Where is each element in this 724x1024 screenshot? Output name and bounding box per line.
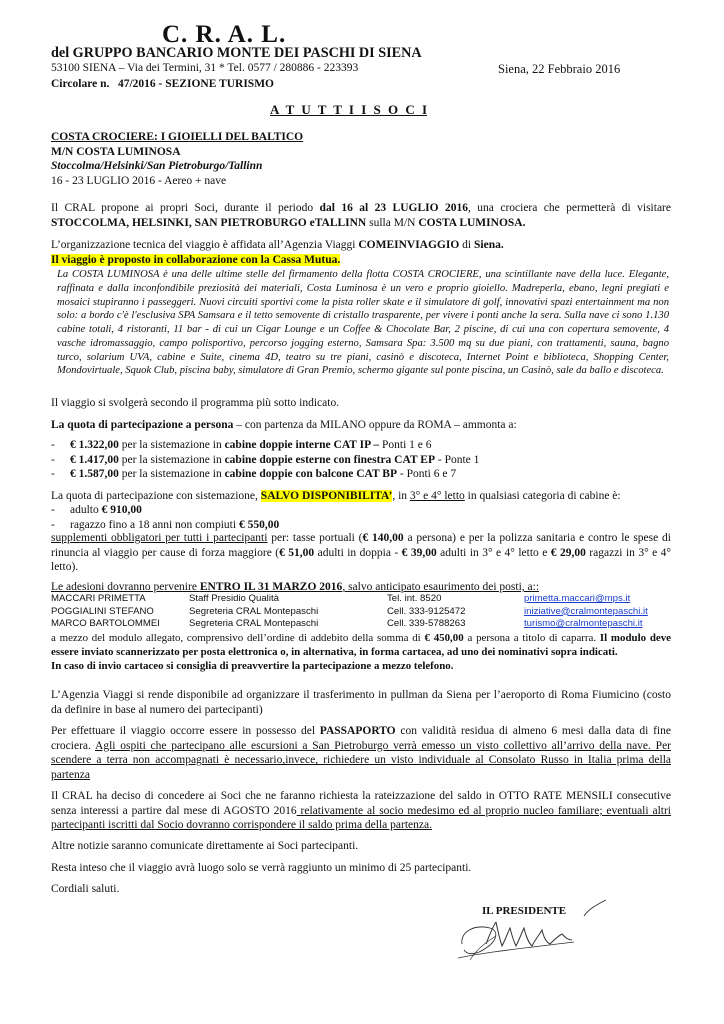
- trip-ship: M/N COSTA LUMINOSA: [51, 145, 181, 158]
- circular-label: Circolare n.: [51, 78, 110, 90]
- organization-address: 53100 SIENA – Via dei Termini, 31 * Tel. 0577 / 280886 - 223393: [51, 62, 359, 74]
- passport-text-2: con validità residua di almeno 6 mesi dalla data di fine crociera.: [51, 725, 671, 752]
- cabin-type: cabine doppie con balcone CAT BP: [224, 468, 397, 481]
- intro-ship: COSTA LUMINOSA.: [418, 216, 526, 229]
- intro-text: Il CRAL propone ai propri Soci, durante il periodo: [51, 202, 320, 214]
- list-dash: -: [51, 468, 55, 481]
- adhesions-date: ENTRO IL 31 MARZO 2016: [199, 581, 343, 593]
- circular-value: 47/2016 - SEZIONE TURISMO: [117, 78, 274, 90]
- org-text-2: di: [459, 239, 474, 251]
- org-agency: COMEINVIAGGIO: [358, 239, 460, 251]
- quota-paragraph: [51, 418, 517, 433]
- organization-title: C. R. A. L.: [162, 21, 287, 48]
- contact-role: Staff Presidio Qualità: [189, 593, 279, 604]
- cabin-price: € 1.322,00: [70, 439, 119, 451]
- age-price-item: [51, 503, 279, 518]
- contact-role: Segreteria CRAL Montepaschi: [189, 605, 319, 617]
- trip-summary: [51, 130, 303, 189]
- passport-word: PASSAPORTO: [319, 725, 396, 737]
- supplements-label: supplementi obbligatori per tutti i partecipanti: [51, 532, 268, 544]
- adhesions-text: Le adesioni dovranno pervenire: [51, 581, 200, 593]
- quota-text: – con partenza da MILANO oppure da ROMA – ammonta a:: [233, 419, 517, 431]
- cabin-price-item: [51, 467, 479, 482]
- supplements-price: € 29,00: [550, 546, 586, 559]
- bus-transfer-paragraph: L’Agenzia Viaggi si rende disponibile ad organizzare il trasferimento in pullman da Siena per l’aeroporto di Roma Fiumicino (costo da definire in base al numero dei partecipanti): [51, 689, 671, 716]
- contact-name: MARCO BARTOLOMMEI: [51, 618, 160, 630]
- letter-date: Siena, 22 Febbraio 2016: [498, 62, 621, 76]
- recipients-heading: A T U T T I I S O C I: [270, 102, 428, 117]
- age-text: ragazzo fino a 18 anni non compiuti: [70, 518, 239, 531]
- cabin-type: cabine doppie esterne con finestra CAT EP: [224, 453, 435, 466]
- supplements-text: adulti in doppia -: [314, 546, 402, 559]
- contact-name: POGGIALINI STEFANO: [51, 605, 154, 617]
- org-city: Siena.: [474, 239, 504, 251]
- contact-name: MACCARI PRIMETTA: [51, 593, 146, 604]
- installments-note: relativamente al socio medesimo ed al proprio nucleo familiare; eventuali altri partecipanti iscritti dal Socio dovranno corrispondere il saldo prima della partenza.: [51, 804, 671, 832]
- quota2-bed: 3° e 4° letto: [409, 490, 465, 502]
- organization-subtitle: del GRUPPO BANCARIO MONTE DEI PASCHI DI SIENA: [51, 45, 422, 61]
- quota2-text: La quota di partecipazione con sistemazione,: [51, 490, 261, 502]
- contact-phone: Tel. int. 8520: [387, 593, 442, 604]
- visa-note: Agli ospiti che partecipano alle escursioni a San Pietroburgo verrà emesso un visto collettivo all’arrivo della nave. Per scendere a terra non accompagnati è necessario,invece, richiedere un visto individuale al Consolato Russo in Italia prima della partenza: [51, 739, 672, 782]
- adhesions-text-2: , salvo anticipato esaurimento dei posti, a::: [342, 581, 540, 593]
- list-dash: -: [51, 439, 55, 451]
- ship-description: La COSTA LUMINOSA è una delle ultime stelle del firmamento della flotta COSTA CROCIERE, una scintillante nave della luce. Elegante, raffinata e dalla inconfondibile preziosità dei materiali, Costa Luminosa è un vero e proprio gioiello. Madreperla, ebano, legni pregiati e mosaici stupiranno i passeggeri. Nuovi circuiti sportivi come la pista roller skate e il simulatore di golf, innovativi spazi entertainment ma non solo: a bordo c'è l'esclusiva SPA Samsara e il tetto semovente di cristallo trasparente, per vivere i ponti anche la sera. Sulla nave ci sono 1.130 cabine totali, 4 ristoranti, 11 bar - di cui un Cigar Lounge e un Coffee & Chocolate Bar, 2 piscine, di cui una con copertura semovente, 4 vasche idromassaggio, campo polisportivo, percorso jogging esterno, Samsara Spa: 3.500 mq su due piani, con trattamenti, sauna, bagno turco, solarium UVA, cabine e Suite, cinema 4D, teatro su tre piani, casinò e discoteca, Internet Point e biblioteca, Shopping Center, Mondovirtuale, Squok Club, piscina baby, simulatore di Gran Premio, schermo gigante sul ponte piscina, un Casinò, sale da ballo e discoteca.: [57, 269, 669, 377]
- organization-paragraph: [51, 238, 671, 267]
- deposit-amount: € 450,00: [424, 632, 464, 644]
- age-price: € 550,00: [238, 518, 280, 531]
- handwritten-signature: [456, 898, 606, 966]
- form-text: a mezzo del modulo allegato, comprensivo dell’ordine di addebito della somma di: [51, 632, 425, 644]
- cabin-text: per la sistemazione in: [118, 439, 225, 451]
- cabin-price-list: [51, 438, 479, 482]
- cabin-price-item: [51, 438, 479, 453]
- minimum-participants-line: Resta inteso che il viaggio avrà luogo solo se verrà raggiunto un minimo di 25 partecipanti.: [51, 862, 472, 874]
- cassa-mutua-highlight: Il viaggio è proposto in collaborazione con la Cassa Mutua.: [51, 253, 341, 266]
- list-dash: -: [51, 453, 55, 466]
- supplements-price: € 39,00: [401, 546, 437, 559]
- program-note: Il viaggio si svolgerà secondo il programma più sotto indicato.: [51, 397, 340, 409]
- trip-dates: 16 - 23 LUGLIO 2016 - Aereo + nave: [51, 175, 227, 188]
- paper-sending-note: In caso di invio cartaceo si consiglia di preavvertire la partecipazione a mezzo telefono.: [51, 659, 454, 672]
- form-instructions: [51, 632, 671, 674]
- contact-row: [51, 606, 648, 619]
- intro-cities: STOCCOLMA, HELSINKI, SAN PIETROBURGO eTALLINN: [51, 216, 367, 229]
- contact-email-link[interactable]: turismo@cralmontepaschi.it: [524, 618, 643, 630]
- contact-phone: Cell. 333-9125472: [387, 605, 466, 617]
- supplements-paragraph: [51, 531, 671, 575]
- contact-email-link[interactable]: primetta.maccari@mps.it: [524, 593, 631, 604]
- signature-title: IL PRESIDENTE: [482, 905, 567, 917]
- contact-phone: Cell. 339-5788263: [387, 618, 466, 630]
- cabin-deck: - Ponti 6 e 7: [397, 468, 457, 481]
- contact-role: Segreteria CRAL Montepaschi: [189, 618, 319, 630]
- quota2-text-3: in qualsiasi categoria di cabine è:: [464, 490, 621, 502]
- quota-label: La quota di partecipazione a persona: [51, 419, 234, 431]
- cabin-deck: Ponti 1 e 6: [379, 439, 432, 451]
- age-text: adulto: [70, 504, 102, 516]
- cabin-text: per la sistemazione in: [118, 453, 225, 466]
- org-text: L’organizzazione tecnica del viaggio è affidata all’Agenzia Viaggi: [51, 239, 359, 251]
- intro-paragraph: [51, 201, 671, 230]
- cabin-price-item: [51, 453, 479, 468]
- intro-text-3: sulla M/N: [366, 216, 419, 229]
- supplements-price: € 51,00: [279, 546, 315, 559]
- greeting-line: Cordiali saluti.: [51, 883, 120, 895]
- trip-route: Stoccolma/Helsinki/San Pietroburgo/Tallinn: [51, 160, 263, 173]
- circular-number: [51, 77, 274, 92]
- supplements-text: ragazzi in 3° e 4° letto).: [51, 546, 672, 574]
- quota-third-bed-paragraph: [51, 489, 671, 504]
- list-dash: -: [51, 504, 55, 516]
- age-price-list: [51, 503, 279, 532]
- contact-email-link[interactable]: iniziative@cralmontepaschi.it: [524, 605, 648, 617]
- intro-dates: dal 16 al 23 LUGLIO 2016: [319, 202, 468, 214]
- passport-text: Per effettuare il viaggio occorre essere in possesso del: [51, 725, 320, 737]
- intro-text-2: , una crociera che permetterà di visitare: [468, 202, 671, 214]
- supplements-text: adulti in 3° e 4° letto e: [436, 546, 551, 559]
- availability-highlight: SALVO DISPONIBILITA’: [260, 490, 393, 502]
- supplements-text: per: tasse portuali (: [267, 532, 363, 544]
- passport-paragraph: [51, 724, 671, 783]
- form-text-2: a persona a titolo di caparra.: [463, 632, 600, 644]
- other-news-line: Altre notizie saranno comunicate direttamente ai Soci partecipanti.: [51, 840, 359, 852]
- cabin-type: cabine doppie interne CAT IP –: [224, 439, 380, 451]
- trip-title: COSTA CROCIERE: I GIOIELLI DEL BALTICO: [51, 131, 304, 143]
- installments-paragraph: [51, 789, 671, 833]
- cabin-text: per la sistemazione in: [118, 468, 225, 481]
- contact-list: [51, 593, 648, 631]
- age-price: € 910,00: [101, 504, 142, 516]
- quota2-text-2: , in: [392, 490, 410, 502]
- supplements-price: € 140,00: [362, 532, 404, 544]
- contact-row: [51, 593, 648, 606]
- cabin-price: € 1.417,00: [70, 453, 119, 466]
- installments-text: Il CRAL ha deciso di concedere ai Soci che ne faranno richiesta la rateizzazione del saldo in OTTO RATE MENSILI consecutive senza interessi a partire dal mese di AGOSTO 2016: [51, 790, 671, 817]
- list-dash: -: [51, 518, 55, 531]
- form-sending-note: Il modulo deve essere inviato scannerizzato per posta elettronica o, in alternativa, in forma cartacea, ad uno dei nominativi sopra indicati.: [51, 632, 671, 658]
- cabin-deck: - Ponte 1: [434, 453, 480, 466]
- cabin-price: € 1.587,00: [70, 468, 119, 481]
- supplements-text: a persona) e per la polizza sanitaria e contro le spese di rinuncia al viaggio per cause di forza maggiore (: [51, 532, 671, 559]
- contact-row: [51, 618, 648, 631]
